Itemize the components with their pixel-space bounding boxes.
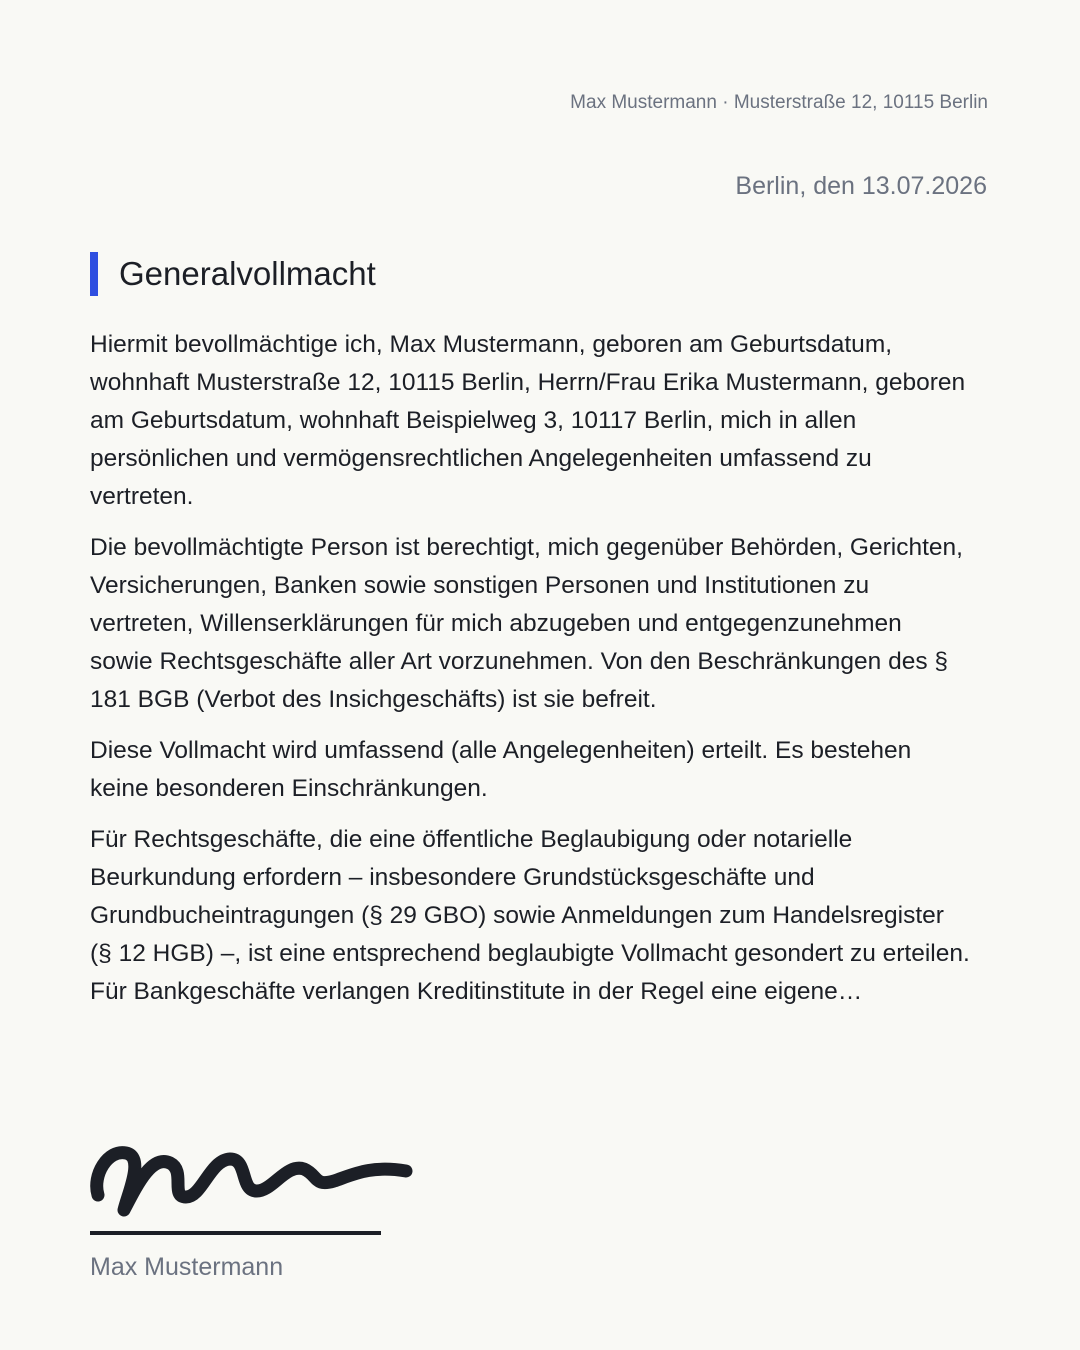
paragraph-1: Hiermit bevollmächtige ich, Max Mustermann, geboren am Geburtsdatum, wohnhaft Musterstraße 12, 10115 Berlin, Herrn/Frau Erika Mustermann, geboren am Geburtsdatum, wohnhaft Beispielweg 3, 10117 Berlin, mich in allen persönlichen und vermögensrechtlichen Angelegenheiten umfassend zu vertreten. [90, 331, 966, 510]
paragraph-2: Die bevollmächtigte Person ist berechtigt, mich gegenüber Behörden, Gerichten, Versicherungen, Banken sowie sonstigen Personen und Institutionen zu vertreten, Willenserklärungen für mich abzugeben und entgegenzunehmen sowie Rechtsgeschäfte aller Art vorzunehmen. Von den Beschränkungen des § 181 BGB (Verbot des Insichgeschäfts) ist sie befreit. [90, 534, 963, 713]
document-title: Generalvollmacht [119, 255, 376, 292]
title-block [90, 252, 376, 296]
title-accent-bar [90, 252, 98, 296]
paragraph-4: Für Rechtsgeschäfte, die eine öffentliche Beglaubigung oder notarielle Beurkundung erfordern – insbesondere Grundstücksgeschäfte und Grundbucheintragungen (§ 29 GBO) sowie Anmeldungen zum Handelsregister (§ 12 HGB) –, ist eine entsprechend beglaubigte Vollmacht gesondert zu erteilen. Für Bankgeschäfte verlangen Kreditinstitute in der Regel eine eigene… [90, 826, 970, 1005]
sender-address: Max Mustermann · Musterstraße 12, 10115 Berlin [570, 92, 988, 113]
signature-line [90, 1231, 381, 1235]
paragraph-3: Diese Vollmacht wird umfassend (alle Angelegenheiten) erteilt. Es bestehen keine besonderen Einschränkungen. [90, 737, 912, 802]
signer-name: Max Mustermann [90, 1253, 284, 1281]
document-page [90, 0, 990, 1350]
handwritten-signature [90, 1135, 420, 1225]
date-line: Berlin, den 13.07.2026 [735, 172, 987, 200]
document-body [90, 326, 970, 1024]
